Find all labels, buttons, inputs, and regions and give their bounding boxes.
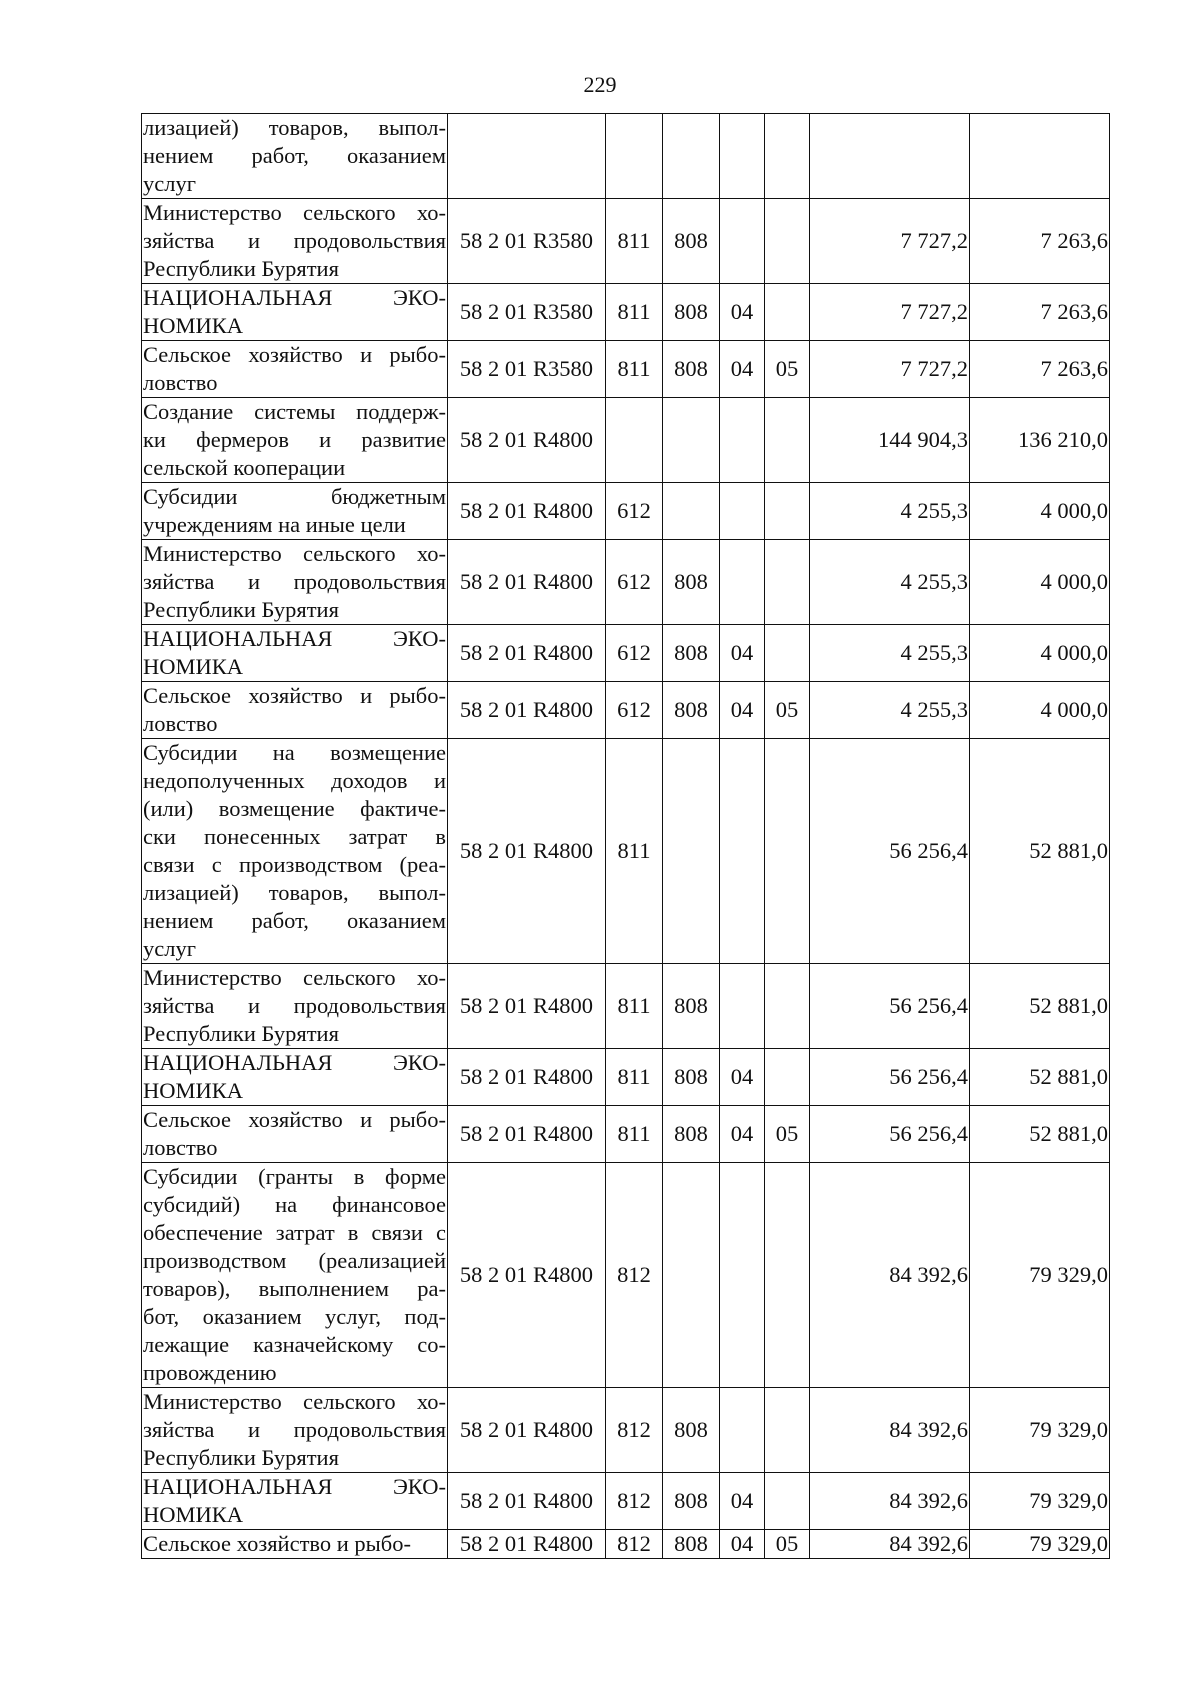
item-name-line: Сельское хозяйство и рыбо- — [143, 1107, 446, 1132]
subsection-code-cell — [765, 739, 810, 964]
item-name-cell — [142, 1106, 448, 1163]
expense-type-cell: 811 — [606, 199, 663, 284]
amount-first-cell: 84 392,6 — [810, 1530, 970, 1559]
target-article-code-cell: 58 2 01 R4800 — [448, 1473, 606, 1530]
table-row — [142, 964, 1110, 1049]
page-number: 229 — [583, 72, 617, 97]
subsection-code-cell: 05 — [765, 1106, 810, 1163]
expense-type-cell: 612 — [606, 625, 663, 682]
expense-type-cell: 811 — [606, 739, 663, 964]
table-row — [142, 483, 1110, 540]
table-row — [142, 682, 1110, 739]
item-name-line: лизацией) товаров, выпол- — [143, 115, 446, 140]
item-name-cell — [142, 1049, 448, 1106]
target-article-code-cell: 58 2 01 R4800 — [448, 1106, 606, 1163]
section-code-cell: 04 — [720, 1473, 765, 1530]
expense-type-cell: 612 — [606, 682, 663, 739]
section-code-cell: 04 — [720, 341, 765, 398]
administrator-code-cell — [663, 398, 720, 483]
item-name-line: Субсидии бюджетным — [143, 484, 446, 509]
subsection-code-cell — [765, 199, 810, 284]
target-article-code-cell: 58 2 01 R4800 — [448, 1530, 606, 1559]
item-name-cell — [142, 1163, 448, 1388]
item-name-cell — [142, 199, 448, 284]
item-name-line: связи с производством (реа- — [143, 852, 446, 877]
item-name-line: сельской кооперации — [143, 455, 346, 480]
administrator-code-cell: 808 — [663, 1473, 720, 1530]
table-row — [142, 739, 1110, 964]
amount-second-cell: 79 329,0 — [970, 1388, 1110, 1473]
expense-type-cell: 811 — [606, 1106, 663, 1163]
amount-first-cell: 7 727,2 — [810, 341, 970, 398]
item-name-cell — [142, 1388, 448, 1473]
section-code-cell — [720, 483, 765, 540]
section-code-cell: 04 — [720, 284, 765, 341]
item-name-line: Министерство сельского хо- — [143, 541, 446, 566]
amount-second-cell: 136 210,0 — [970, 398, 1110, 483]
subsection-code-cell: 05 — [765, 341, 810, 398]
item-name-line: Субсидии (гранты в форме — [143, 1164, 446, 1189]
item-name-line: НОМИКА — [143, 1502, 244, 1527]
administrator-code-cell: 808 — [663, 199, 720, 284]
item-name-line: ки фермеров и развитие — [143, 427, 446, 452]
expense-type-cell: 811 — [606, 284, 663, 341]
item-name-cell — [142, 114, 448, 199]
amount-second-cell: 4 000,0 — [970, 682, 1110, 739]
item-name-cell — [142, 1530, 448, 1559]
item-name-line: Создание системы поддерж- — [143, 399, 446, 424]
administrator-code-cell — [663, 483, 720, 540]
item-name-cell — [142, 739, 448, 964]
amount-first-cell: 84 392,6 — [810, 1473, 970, 1530]
item-name-line: зяйства и продовольствия — [143, 228, 446, 253]
item-name-line: НАЦИОНАЛЬНАЯ ЭКО- — [143, 1050, 446, 1075]
section-code-cell: 04 — [720, 682, 765, 739]
subsection-code-cell — [765, 483, 810, 540]
target-article-code-cell: 58 2 01 R4800 — [448, 739, 606, 964]
administrator-code-cell: 808 — [663, 540, 720, 625]
item-name-line: Республики Бурятия — [143, 1021, 339, 1046]
administrator-code-cell: 808 — [663, 1388, 720, 1473]
table-row — [142, 625, 1110, 682]
amount-first-cell: 144 904,3 — [810, 398, 970, 483]
item-name-line: НОМИКА — [143, 1078, 244, 1103]
expense-type-cell: 812 — [606, 1163, 663, 1388]
amount-first-cell: 56 256,4 — [810, 1106, 970, 1163]
item-name-line: субсидий) на финансовое — [143, 1192, 446, 1217]
item-name-line: НОМИКА — [143, 313, 244, 338]
amount-second-cell: 7 263,6 — [970, 199, 1110, 284]
table-row — [142, 540, 1110, 625]
item-name-cell — [142, 1473, 448, 1530]
item-name-line: (или) возмещение фактиче- — [143, 796, 446, 821]
subsection-code-cell — [765, 398, 810, 483]
amount-first-cell: 7 727,2 — [810, 199, 970, 284]
table-row — [142, 1163, 1110, 1388]
item-name-line: нением работ, оказанием — [143, 143, 446, 168]
item-name-line: учреждениям на иные цели — [143, 512, 406, 537]
subsection-code-cell — [765, 1049, 810, 1106]
target-article-code-cell — [448, 114, 606, 199]
item-name-line: зяйства и продовольствия — [143, 1417, 446, 1442]
amount-first-cell: 4 255,3 — [810, 483, 970, 540]
item-name-line: обеспечение затрат в связи с — [143, 1220, 446, 1245]
expense-type-cell: 811 — [606, 341, 663, 398]
amount-first-cell: 4 255,3 — [810, 682, 970, 739]
item-name-line: НОМИКА — [143, 654, 244, 679]
section-code-cell — [720, 739, 765, 964]
item-name-line: лежащие казначейскому со- — [143, 1332, 446, 1357]
item-name-line: НАЦИОНАЛЬНАЯ ЭКО- — [143, 1474, 446, 1499]
subsection-code-cell — [765, 625, 810, 682]
item-name-line: ловство — [143, 370, 218, 395]
subsection-code-cell — [765, 114, 810, 199]
item-name-line: НАЦИОНАЛЬНАЯ ЭКО- — [143, 285, 446, 310]
expense-type-cell: 811 — [606, 1049, 663, 1106]
amount-first-cell: 7 727,2 — [810, 284, 970, 341]
table-row — [142, 284, 1110, 341]
target-article-code-cell: 58 2 01 R3580 — [448, 341, 606, 398]
target-article-code-cell: 58 2 01 R4800 — [448, 540, 606, 625]
budget-table — [141, 113, 1110, 1559]
item-name-cell — [142, 682, 448, 739]
expense-type-cell: 612 — [606, 540, 663, 625]
amount-first-cell: 4 255,3 — [810, 540, 970, 625]
amount-second-cell — [970, 114, 1110, 199]
table-row — [142, 1388, 1110, 1473]
subsection-code-cell: 05 — [765, 682, 810, 739]
subsection-code-cell: 05 — [765, 1530, 810, 1559]
section-code-cell — [720, 1163, 765, 1388]
item-name-line: НАЦИОНАЛЬНАЯ ЭКО- — [143, 626, 446, 651]
section-code-cell — [720, 114, 765, 199]
expense-type-cell: 812 — [606, 1530, 663, 1559]
amount-first-cell: 56 256,4 — [810, 739, 970, 964]
item-name-line: Министерство сельского хо- — [143, 200, 446, 225]
item-name-cell — [142, 540, 448, 625]
amount-second-cell: 52 881,0 — [970, 964, 1110, 1049]
item-name-line: Республики Бурятия — [143, 1445, 339, 1470]
item-name-line: Республики Бурятия — [143, 256, 339, 281]
amount-second-cell: 7 263,6 — [970, 341, 1110, 398]
subsection-code-cell — [765, 964, 810, 1049]
expense-type-cell — [606, 398, 663, 483]
administrator-code-cell: 808 — [663, 682, 720, 739]
amount-first-cell: 56 256,4 — [810, 964, 970, 1049]
table-row — [142, 114, 1110, 199]
subsection-code-cell — [765, 1163, 810, 1388]
item-name-line: услуг — [143, 936, 196, 961]
table-row — [142, 1530, 1110, 1559]
amount-second-cell: 52 881,0 — [970, 1106, 1110, 1163]
expense-type-cell: 612 — [606, 483, 663, 540]
subsection-code-cell — [765, 540, 810, 625]
administrator-code-cell: 808 — [663, 1049, 720, 1106]
item-name-line: провождению — [143, 1360, 277, 1385]
section-code-cell — [720, 540, 765, 625]
item-name-cell — [142, 964, 448, 1049]
target-article-code-cell: 58 2 01 R4800 — [448, 625, 606, 682]
administrator-code-cell: 808 — [663, 341, 720, 398]
item-name-line: производством (реализацией — [143, 1248, 446, 1273]
administrator-code-cell: 808 — [663, 964, 720, 1049]
expense-type-cell — [606, 114, 663, 199]
amount-second-cell: 79 329,0 — [970, 1163, 1110, 1388]
item-name-cell — [142, 341, 448, 398]
item-name-line: зяйства и продовольствия — [143, 569, 446, 594]
item-name-cell — [142, 398, 448, 483]
item-name-line: Министерство сельского хо- — [143, 965, 446, 990]
target-article-code-cell: 58 2 01 R4800 — [448, 1049, 606, 1106]
table-row — [142, 398, 1110, 483]
administrator-code-cell — [663, 114, 720, 199]
table-row — [142, 341, 1110, 398]
target-article-code-cell: 58 2 01 R4800 — [448, 398, 606, 483]
administrator-code-cell: 808 — [663, 1530, 720, 1559]
item-name-cell — [142, 284, 448, 341]
expense-type-cell: 811 — [606, 964, 663, 1049]
target-article-code-cell: 58 2 01 R4800 — [448, 682, 606, 739]
item-name-line: Сельское хозяйство и рыбо- — [143, 683, 446, 708]
target-article-code-cell: 58 2 01 R3580 — [448, 199, 606, 284]
amount-second-cell: 52 881,0 — [970, 1049, 1110, 1106]
section-code-cell — [720, 1388, 765, 1473]
amount-first-cell: 84 392,6 — [810, 1388, 970, 1473]
expense-type-cell: 812 — [606, 1473, 663, 1530]
item-name-line: бот, оказанием услуг, под- — [143, 1304, 446, 1329]
table-row — [142, 1049, 1110, 1106]
item-name-line: ловство — [143, 711, 218, 736]
target-article-code-cell: 58 2 01 R4800 — [448, 1163, 606, 1388]
amount-first-cell: 4 255,3 — [810, 625, 970, 682]
section-code-cell: 04 — [720, 625, 765, 682]
administrator-code-cell: 808 — [663, 625, 720, 682]
administrator-code-cell: 808 — [663, 284, 720, 341]
amount-second-cell: 4 000,0 — [970, 625, 1110, 682]
item-name-line: нением работ, оказанием — [143, 908, 446, 933]
item-name-cell — [142, 483, 448, 540]
amount-second-cell: 7 263,6 — [970, 284, 1110, 341]
administrator-code-cell: 808 — [663, 1106, 720, 1163]
administrator-code-cell — [663, 1163, 720, 1388]
item-name-line: ски понесенных затрат в — [143, 824, 446, 849]
table-body — [142, 114, 1110, 1559]
section-code-cell — [720, 964, 765, 1049]
item-name-line: услуг — [143, 171, 196, 196]
target-article-code-cell: 58 2 01 R4800 — [448, 964, 606, 1049]
subsection-code-cell — [765, 284, 810, 341]
item-name-cell — [142, 625, 448, 682]
item-name-line: товаров), выполнением ра- — [143, 1276, 446, 1301]
section-code-cell: 04 — [720, 1049, 765, 1106]
item-name-line: лизацией) товаров, выпол- — [143, 880, 446, 905]
amount-second-cell: 4 000,0 — [970, 483, 1110, 540]
amount-second-cell: 52 881,0 — [970, 739, 1110, 964]
table-row — [142, 1106, 1110, 1163]
subsection-code-cell — [765, 1473, 810, 1530]
amount-second-cell: 4 000,0 — [970, 540, 1110, 625]
section-code-cell — [720, 199, 765, 284]
section-code-cell — [720, 398, 765, 483]
target-article-code-cell: 58 2 01 R4800 — [448, 1388, 606, 1473]
expense-type-cell: 812 — [606, 1388, 663, 1473]
administrator-code-cell — [663, 739, 720, 964]
item-name-line: Сельское хозяйство и рыбо- — [143, 1531, 411, 1556]
table-row — [142, 199, 1110, 284]
amount-first-cell: 56 256,4 — [810, 1049, 970, 1106]
item-name-line: Сельское хозяйство и рыбо- — [143, 342, 446, 367]
item-name-line: зяйства и продовольствия — [143, 993, 446, 1018]
target-article-code-cell: 58 2 01 R3580 — [448, 284, 606, 341]
amount-first-cell — [810, 114, 970, 199]
item-name-line: Министерство сельского хо- — [143, 1389, 446, 1414]
item-name-line: Субсидии на возмещение — [143, 740, 446, 765]
item-name-line: недополученных доходов и — [143, 768, 446, 793]
section-code-cell: 04 — [720, 1530, 765, 1559]
amount-first-cell: 84 392,6 — [810, 1163, 970, 1388]
amount-second-cell: 79 329,0 — [970, 1530, 1110, 1559]
subsection-code-cell — [765, 1388, 810, 1473]
item-name-line: Республики Бурятия — [143, 597, 339, 622]
section-code-cell: 04 — [720, 1106, 765, 1163]
table-row — [142, 1473, 1110, 1530]
item-name-line: ловство — [143, 1135, 218, 1160]
target-article-code-cell: 58 2 01 R4800 — [448, 483, 606, 540]
amount-second-cell: 79 329,0 — [970, 1473, 1110, 1530]
